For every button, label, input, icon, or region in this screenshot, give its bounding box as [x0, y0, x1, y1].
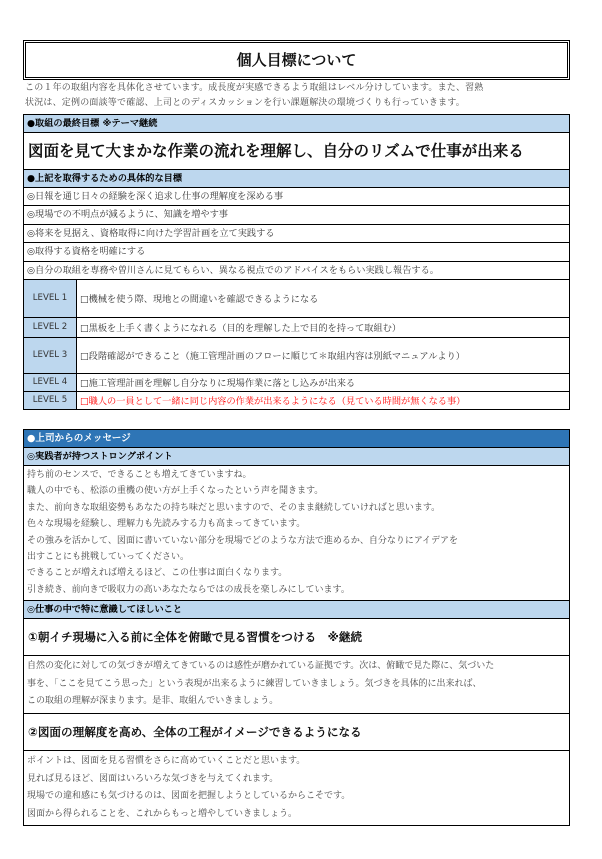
- final-goal-header: ●取組の最終目標 ※テーマ継続: [24, 115, 569, 133]
- section-gap: [23, 410, 570, 429]
- focus-item-line: 自然の変化に対しての気づきが増えてきているのは感性が磨かれている証拠です。次は、俯瞰で見た際に、気づいた: [27, 661, 495, 672]
- focus-item-title: ②図面の理解度を高め、全体の工程がイメージできるようになる: [24, 714, 569, 751]
- focus-item-line: この取組の理解が深まります。是非、取組んでいきましょう。: [27, 696, 279, 707]
- focus-item-title: ①朝イチ現場に入る前に全体を俯瞰で見る習慣をつける ※継続: [24, 619, 569, 656]
- level-row: [24, 318, 569, 338]
- message-table: [23, 429, 570, 826]
- strengths-body: [24, 466, 569, 601]
- specific-goal-item: ◎日報を通じ日々の経験を深く追求し仕事の理解度を深める事: [24, 188, 569, 206]
- focus-header: ◎仕事の中で特に意識してほしいこと: [24, 601, 569, 619]
- level-row: [24, 374, 569, 392]
- intro-line: 状況は、定例の面談等で確認、上司とのディスカッションを行い課題解決の環境づくりも行っていきます。: [25, 98, 465, 108]
- level-text[interactable]: □段階確認ができること（施工管理計画のフローに順じて＊取組内容は別紙マニュアルより）: [80, 351, 465, 363]
- strengths-line: 色々な現場を経験し、理解力も先読みする力も高まってきています。: [27, 519, 306, 530]
- specific-goal-item: ◎将来を見据え、資格取得に向けた学習計画を立て実践する: [24, 225, 569, 243]
- level-text[interactable]: □黒板を上手く書くようになれる（目的を理解した上で目的を持って取組む）: [80, 323, 402, 335]
- goals-table: [23, 114, 570, 410]
- level-row: [24, 338, 569, 374]
- level-label: LEVEL 1: [24, 280, 77, 317]
- level-label: LEVEL 5: [24, 392, 77, 409]
- level-row: [24, 280, 569, 318]
- level-label: LEVEL 2: [24, 318, 77, 337]
- strengths-line: 職人の中でも、松添の重機の使い方が上手くなったという声を聞きます。: [27, 486, 324, 497]
- focus-item-line: ポイントは、図面を見る習慣をさらに高めていくことだと思います。: [27, 755, 306, 766]
- strengths-line: できることが増えれば増えるほど、この仕事は面白くなります。: [27, 568, 288, 579]
- message-header: ●上司からのメッセージ: [24, 430, 569, 448]
- level-text[interactable]: □職人の一員として一緒に同じ内容の作業が出来るようになる（見ている時間が無くなる事）: [80, 396, 466, 408]
- level-row: [24, 392, 569, 410]
- focus-item-body: [24, 656, 569, 714]
- level-label: LEVEL 3: [24, 338, 77, 373]
- intro-text: [23, 80, 570, 114]
- page-title: 個人目標について: [23, 40, 570, 80]
- specific-goal-item: ◎取得する資格を明確にする: [24, 243, 569, 261]
- intro-line: この１年の取組内容を具体化させています。成長度が実感できるよう取組はレベル分けしています。また、習熟: [25, 83, 484, 93]
- level-text[interactable]: □施工管理計画を理解し自分なりに現場作業に落とし込みが出来る: [80, 378, 356, 390]
- focus-item-line: 現場での違和感にも気づけるのは、図面を把握しようとしているからこそです。: [27, 791, 351, 802]
- strengths-line: 出すことにも挑戦していってください。: [27, 551, 190, 562]
- specific-goals-header: ●上記を取得するための具体的な目標: [24, 170, 569, 188]
- focus-item-body: [24, 751, 569, 826]
- specific-goal-item: ◎自分の取組を専務や曽川さんに見てもらい、異なる視点でのアドバイスをもらい実践し報告する。: [24, 262, 569, 280]
- focus-item-line: 見れば見るほど、図面はいろいろな気づきを与えてくれます。: [27, 773, 279, 784]
- strengths-header: ◎実践者が持つストロングポイント: [24, 448, 569, 466]
- final-goal-text: 図面を見て大まかな作業の流れを理解し、自分のリズムで仕事が出来る: [24, 133, 569, 170]
- focus-item-line: 図面から得られることを、これからもっと増やしていきましょう。: [27, 808, 298, 819]
- level-label: LEVEL 4: [24, 374, 77, 391]
- focus-item-line: 事を、「ここを見てこう思った」という表現が出来るように練習していきましょう。気づきを具体的に出来れば、: [27, 678, 482, 689]
- goal-sheet: [23, 40, 570, 826]
- strengths-line: その強みを活かして、図面に書いていない部分を現場でどのような方法で進めるか、自分なりにアイデアを: [27, 535, 459, 546]
- strengths-line: 引き続き、前向きで吸収力の高いあなたならではの成長を楽しみにしています。: [27, 584, 350, 595]
- strengths-line: また、前向きな取組姿勢もあなたの持ち味だと思いますので、そのまま継続していければと思います。: [27, 502, 441, 513]
- strengths-line: 持ち前のセンスで、できることも増えてきていますね。: [27, 469, 252, 480]
- level-text[interactable]: □機械を使う際、現地との間違いを確認できるようになる: [80, 294, 319, 306]
- specific-goal-item: ◎現場での不明点が減るように、知識を増やす事: [24, 206, 569, 224]
